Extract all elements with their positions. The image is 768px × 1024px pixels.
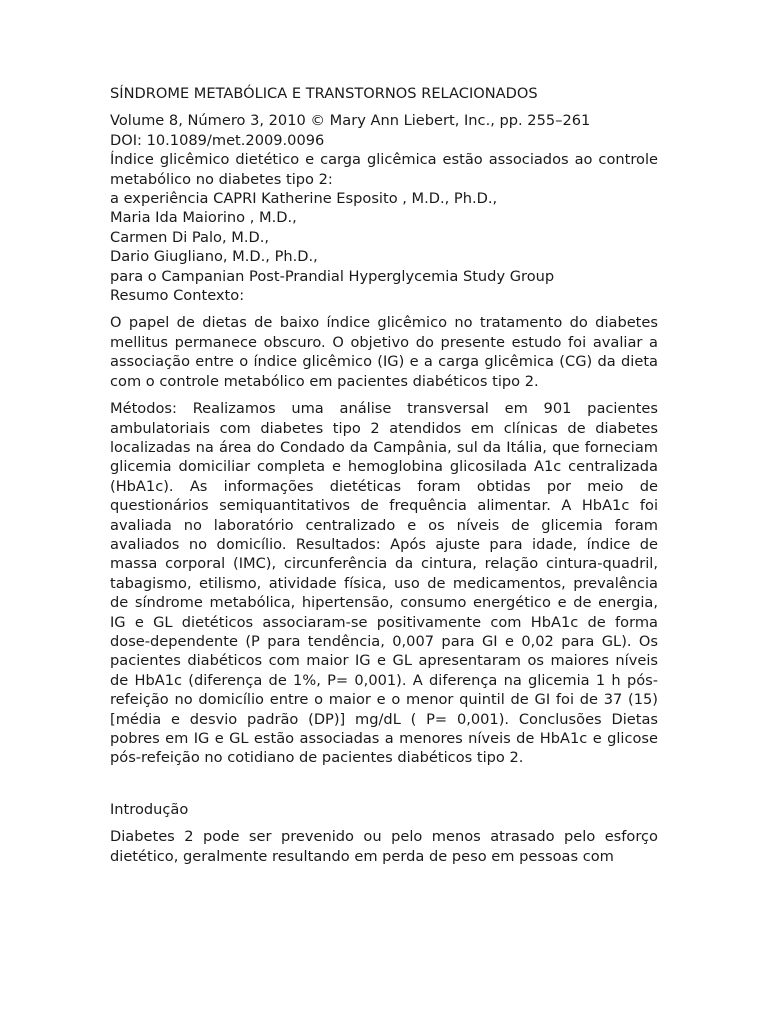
abstract-methods-paragraph: Métodos: Realizamos uma análise transversal em 901 pacientes ambulatoriais com diabetes tipo 2 atendidos em clínicas de diabetes localizadas na área do Condado da Campânia, sul da Itália, que forneciam glicemia domiciliar completa e hemoglobina glicosilada A1c centralizada (HbA1c). As informações dietéticas foram obtidas por meio de questionários semiquantitativos de frequência alimentar. A HbA1c foi avaliada no laboratório centralizado e os níveis de glicemia foram avaliados no domicílio. Resultados: Após ajuste para idade, índice de massa corporal (IMC), circunferência da cintura, relação cintura-quadril, tabagismo, etilismo, atividade física, uso de medicamentos, prevalência de síndrome metabólica, hipertensão, consumo energético e de energia, IG e GL dietéticos associaram-se positivamente com HbA1c de forma dose-dependente (P para tendência, 0,007 para GI e 0,02 para GL). Os pacientes diabéticos com maior IG e GL apresentaram os maiores níveis de HbA1c (diferença de 1%, P= 0,001). A diferença na glicemia 1 h pós-refeição no domicílio entre o maior e o menor quintil de GI foi de 37 (15) [média e desvio padrão (DP)] mg/dL ( P= 0,001). Conclusões Dietas pobres em IG e GL estão associadas a menores níveis de HbA1c e glicose pós-refeição no cotidiano de pacientes diabéticos tipo 2. <box>110 400 658 767</box>
article-title: Índice glicêmico dietético e carga glicêmica estão associados ao controle metabólico no diabetes tipo 2: <box>110 151 658 188</box>
journal-title: SÍNDROME METABÓLICA E TRANSTORNOS RELACIONADOS <box>110 85 538 102</box>
volume-line: Volume 8, Número 3, 2010 © Mary Ann Liebert, Inc., pp. 255–261 <box>110 112 591 130</box>
author-line: Maria Ida Maiorino , M.D., <box>110 209 297 227</box>
doi-line: DOI: 10.1089/met.2009.0096 <box>110 131 325 149</box>
intro-paragraph: Diabetes 2 pode ser prevenido ou pelo menos atrasado pelo esforço dietético, geralmente resultando em perda de peso em pessoas com <box>110 828 658 865</box>
author-line: a experiência CAPRI Katherine Esposito , M.D., Ph.D., <box>110 190 498 208</box>
study-group-line: para o Campanian Post-Prandial Hyperglycemia Study Group <box>110 267 555 285</box>
document-page <box>110 84 658 874</box>
section-heading: Introdução <box>110 800 189 818</box>
author-line: Dario Giugliano, M.D., Ph.D., <box>110 248 318 266</box>
abstract-context-paragraph: O papel de dietas de baixo índice glicêmico no tratamento do diabetes mellitus permanece obscuro. O objetivo do presente estudo foi avaliar a associação entre o índice glicêmico (IG) e a carga glicêmica (CG) da dieta com o controle metabólico em pacientes diabéticos tipo 2. <box>110 314 658 390</box>
author-line: Carmen Di Palo, M.D., <box>110 228 269 246</box>
abstract-label: Resumo Contexto: <box>110 287 245 305</box>
